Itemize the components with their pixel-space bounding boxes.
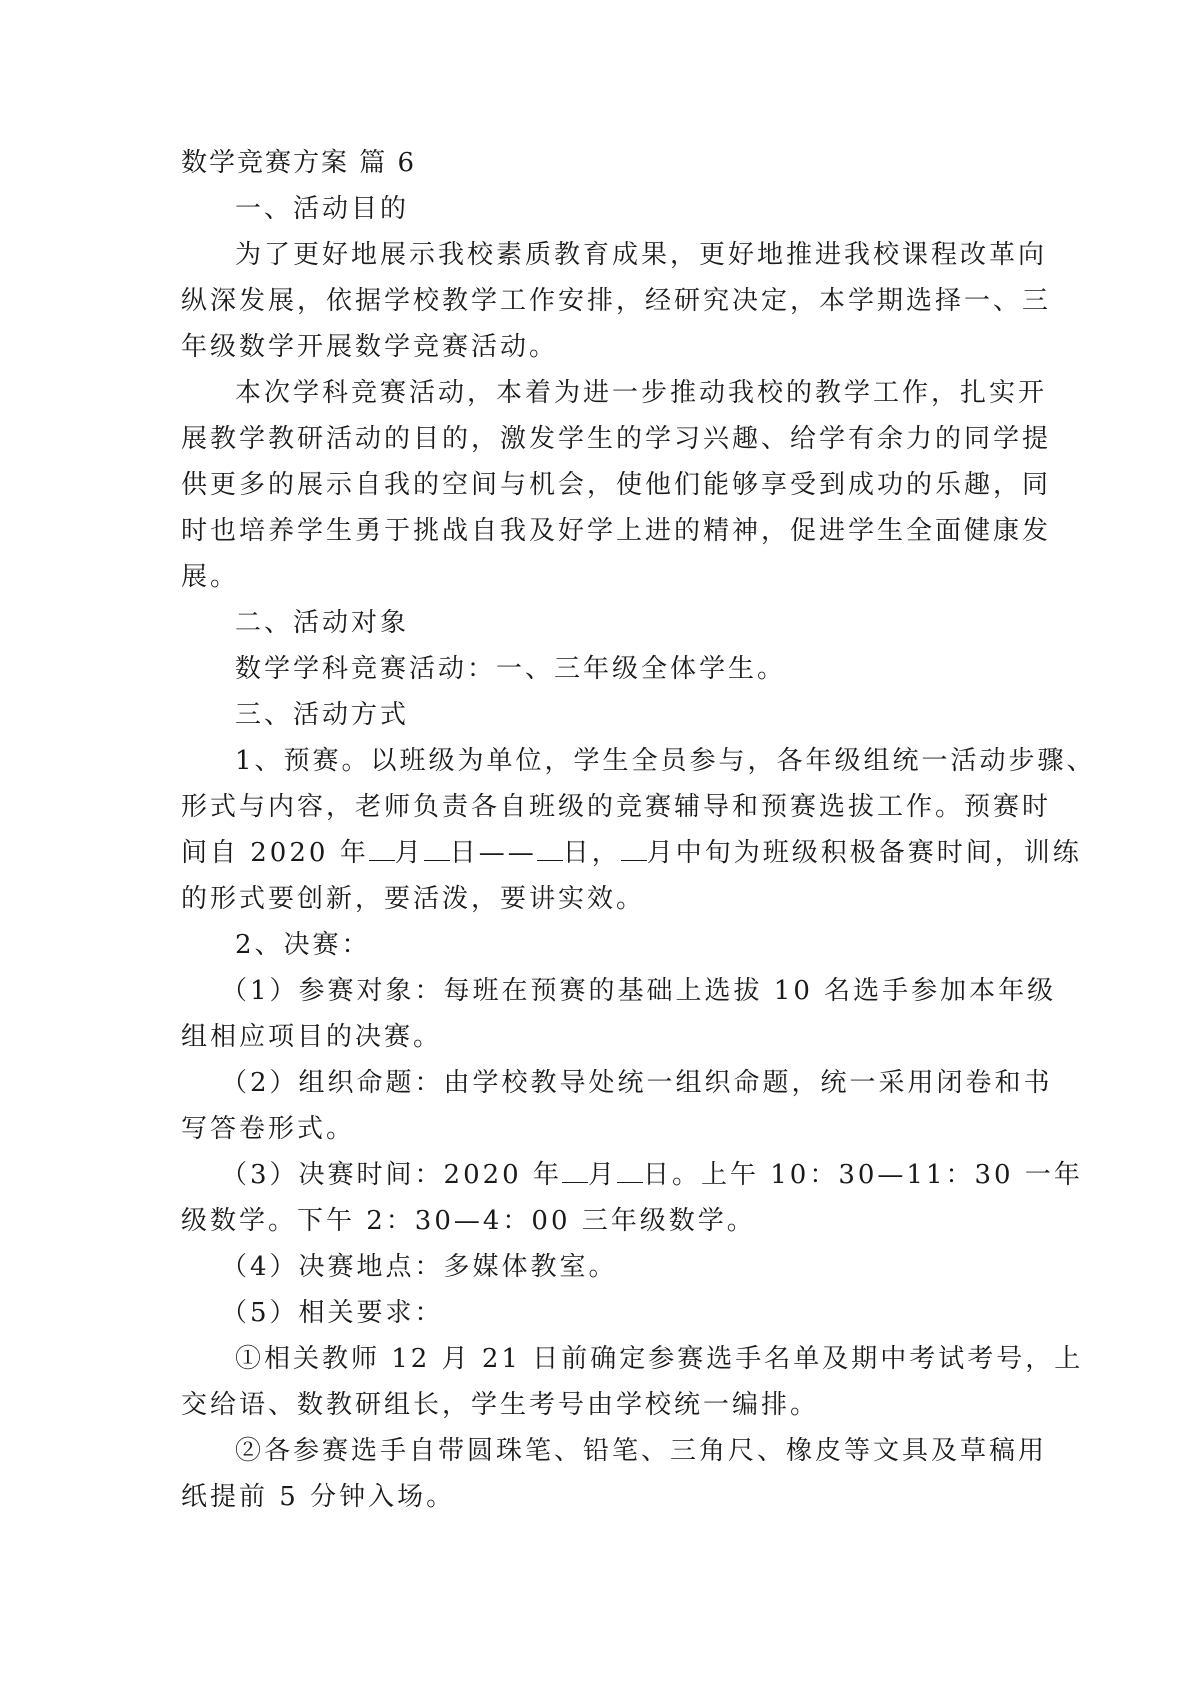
paragraph-line: 供更多的展示自我的空间与机会，使他们能够享受到成功的乐趣，同 <box>181 470 1052 500</box>
paragraph-line: 展。 <box>181 562 240 592</box>
paragraph-line: （4）决赛地点：多媒体教室。 <box>221 1252 618 1282</box>
text-segment: 日—— <box>449 838 537 868</box>
paragraph-line: 展教学教研活动的目的，激发学生的学习兴趣、给学有余力的同学提 <box>181 424 1052 454</box>
paragraph-line: 组相应项目的决赛。 <box>181 1022 443 1052</box>
paragraph-line: 1、预赛。以班级为单位，学生全员参与，各年级组统一活动步骤、 <box>235 746 1096 776</box>
paragraph-line: 年级数学开展数学竞赛活动。 <box>181 332 559 362</box>
paragraph-line: （2）组织命题：由学校教导处统一组织命题，统一采用闭卷和书 <box>221 1068 1053 1098</box>
paragraph-line-with-blanks <box>181 830 1082 876</box>
fill-blank <box>537 838 563 861</box>
fill-blank <box>369 838 395 861</box>
paragraph-line: 时也培养学生勇于挑战自我及好学上进的精神，促进学生全面健康发 <box>181 516 1052 546</box>
text-segment: 日。上午 10：30—11：30 一年 <box>643 1160 1083 1190</box>
text-segment: （3）决赛时间：2020 年 <box>221 1160 562 1190</box>
document-page <box>181 140 1096 1520</box>
paragraph-line: 交给语、数教研组长，学生考号由学校统一编排。 <box>181 1390 820 1420</box>
fill-blank <box>617 1160 643 1183</box>
paragraph-line: 数学学科竞赛活动：一、三年级全体学生。 <box>235 654 787 684</box>
fill-blank <box>424 838 450 861</box>
text-segment: 月 <box>587 1160 617 1190</box>
paragraph-line: 形式与内容，老师负责各自班级的竞赛辅导和预赛选拔工作。预赛时 <box>181 792 1052 822</box>
paragraph-line: （1）参赛对象：每班在预赛的基础上选拔 10 名选手参加本年级 <box>221 976 1057 1006</box>
paragraph-line: ①相关教师 12 月 21 日前确定参赛选手名单及期中考试考号，上 <box>235 1344 1084 1374</box>
text-segment: 月 <box>394 838 424 868</box>
paragraph-line: 纵深发展，依据学校教学工作安排，经研究决定，本学期选择一、三 <box>181 286 1052 316</box>
paragraph-line: 为了更好地展示我校素质教育成果，更好地推进我校课程改革向 <box>235 240 1048 270</box>
fill-blank <box>562 1160 588 1183</box>
paragraph-line: （5）相关要求： <box>221 1298 444 1328</box>
paragraph-line: 纸提前 5 分钟入场。 <box>181 1482 456 1512</box>
paragraph-line: 写答卷形式。 <box>181 1114 356 1144</box>
paragraph-line: 本次学科竞赛活动，本着为进一步推动我校的教学工作，扎实开 <box>235 378 1048 408</box>
text-segment: 间自 2020 年 <box>181 838 369 868</box>
document-title: 数学竞赛方案 篇 6 <box>181 148 417 178</box>
paragraph-line: 2、决赛： <box>235 930 371 960</box>
section-heading-3: 三、活动方式 <box>235 700 410 730</box>
text-segment: 日， <box>562 838 621 868</box>
paragraph-line: 的形式要创新，要活泼，要讲实效。 <box>181 884 646 914</box>
section-heading-2: 二、活动对象 <box>235 608 410 638</box>
text-segment: 月中旬为班级积极备赛时间，训练 <box>646 838 1082 868</box>
section-heading-1: 一、活动目的 <box>235 194 410 224</box>
paragraph-line: ②各参赛选手自带圆珠笔、铅笔、三角尺、橡皮等文具及草稿用 <box>235 1436 1048 1466</box>
paragraph-line: 级数学。下午 2：30—4：00 三年级数学。 <box>181 1206 756 1236</box>
fill-blank <box>621 838 647 861</box>
paragraph-line-with-blanks <box>181 1152 1083 1198</box>
